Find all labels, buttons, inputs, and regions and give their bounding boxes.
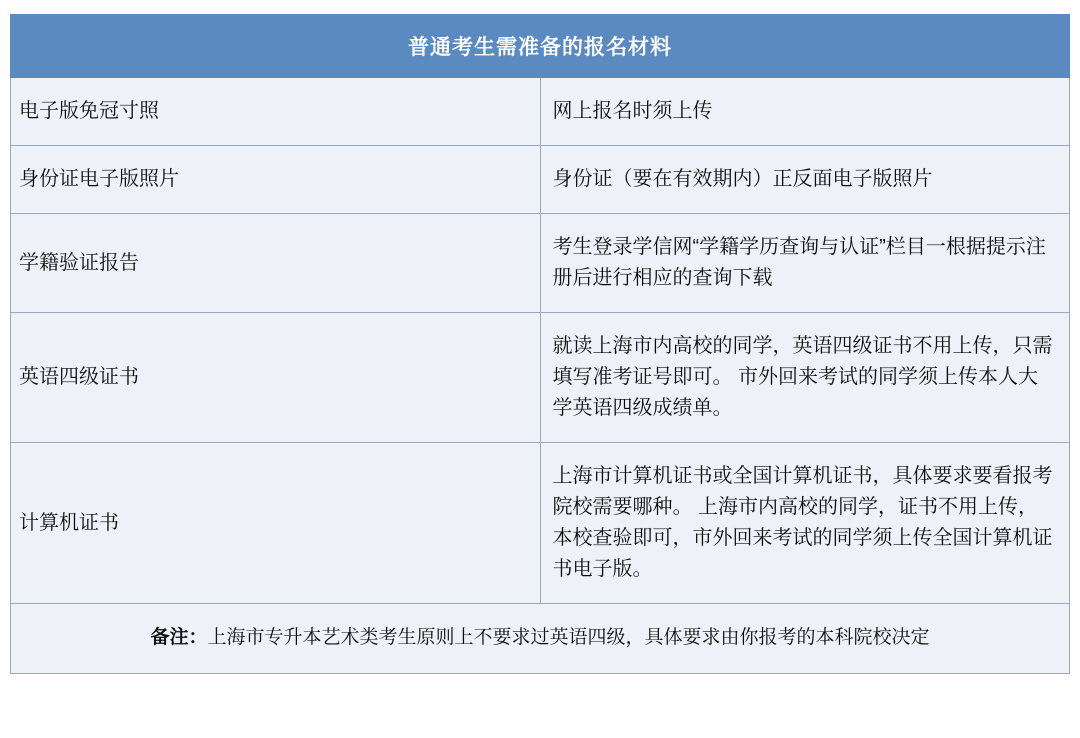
table-title: 普通考生需准备的报名材料 (11, 15, 1070, 78)
material-label: 电子版免冠寸照 (11, 78, 541, 146)
note-text: 上海市专升本艺术类考生原则上不要求过英语四级，具体要求由你报考的本科院校决定 (207, 627, 930, 648)
table-row (11, 78, 1070, 146)
material-label: 身份证电子版照片 (11, 146, 541, 214)
table-row (11, 214, 1070, 313)
material-label: 学籍验证报告 (11, 214, 541, 313)
table-row (11, 313, 1070, 443)
material-description: 网上报名时须上传 (540, 78, 1070, 146)
material-description: 上海市计算机证书或全国计算机证书，具体要求要看报考院校需要哪种。 上海市内高校的同学，证书不用上传，本校查验即可，市外回来考试的同学须上传全国计算机证书电子版。 (540, 443, 1070, 604)
note-label: 备注： (150, 627, 208, 648)
material-description: 身份证（要在有效期内）正反面电子版照片 (540, 146, 1070, 214)
material-label: 英语四级证书 (11, 313, 541, 443)
table-note (11, 604, 1070, 674)
material-label: 计算机证书 (11, 443, 541, 604)
table-header-row (11, 15, 1070, 78)
table-row (11, 146, 1070, 214)
table-row (11, 443, 1070, 604)
table-note-row (11, 604, 1070, 674)
material-description: 考生登录学信网“学籍学历查询与认证”栏目一根据提示注册后进行相应的查询下载 (540, 214, 1070, 313)
registration-materials-table (10, 14, 1070, 674)
material-description: 就读上海市内高校的同学，英语四级证书不用上传，只需填写准考证号即可。 市外回来考试的同学须上传本人大学英语四级成绩单。 (540, 313, 1070, 443)
